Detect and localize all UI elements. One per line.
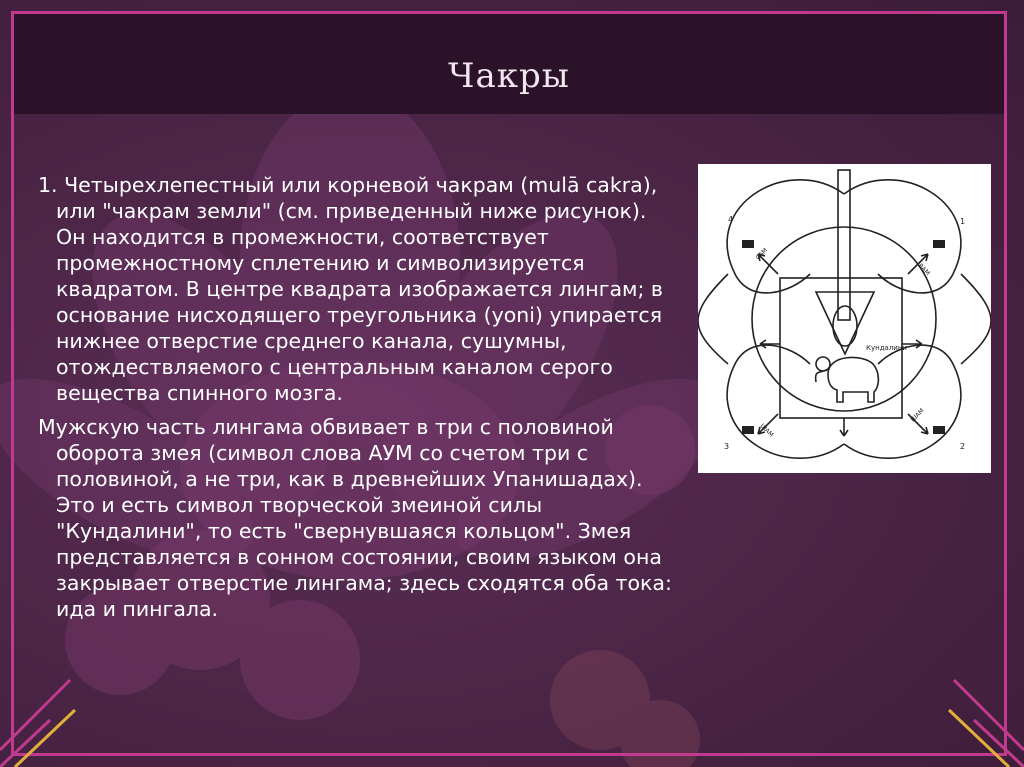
paragraph-2: Мужскую часть лингама обвивает в три с половиной оборота змея (символ слова АУМ со счетом три с половиной, а не три, как в древнейших Упанишадах). Это и есть символ творческой змеиной силы "Кундалини", то есть "свернувшаяся кольцом". Змея представляется в сонном состоянии, своим языком она закрывает отверстие лингама; здесь сходятся оба тока: ида и пингала. [38,415,672,621]
paragraph-1: 1. Четырехлепестный или корневой чакрам (mulā cakra), или "чакрам земли" (см. приведенный ниже рисунок). Он находится в промежности, соответствует промежностному сплетению и символизируется квадратом. В центре квадрата изображается лингам; в основание нисходящего треугольника (yoni) упирается нижнее отверстие среднего канала, сушумны, отождествляемого с центральным каналом серого вещества спинного мозга. [38,173,664,405]
muladhara-chakra-diagram-icon [698,164,991,473]
slide-title: Чакры [448,56,570,96]
petal-label-2: ШАМ [909,407,926,424]
kundalini-label: Кундалини [866,344,907,352]
petal-number-3: 3 [724,442,730,451]
corner-ornament-right-icon [934,660,1024,767]
corner-ornament-left-icon [0,660,90,767]
body-text [38,172,678,630]
petal-label-3: ШАМ [758,422,775,439]
petal-label-4: САМ [754,246,769,262]
petal-number-4: 4 [728,215,734,224]
petal-number-2: 2 [960,442,966,451]
petal-number-1: 1 [960,217,966,226]
chakra-figure [698,164,991,473]
petal-label-1: ВАМ [916,262,932,277]
